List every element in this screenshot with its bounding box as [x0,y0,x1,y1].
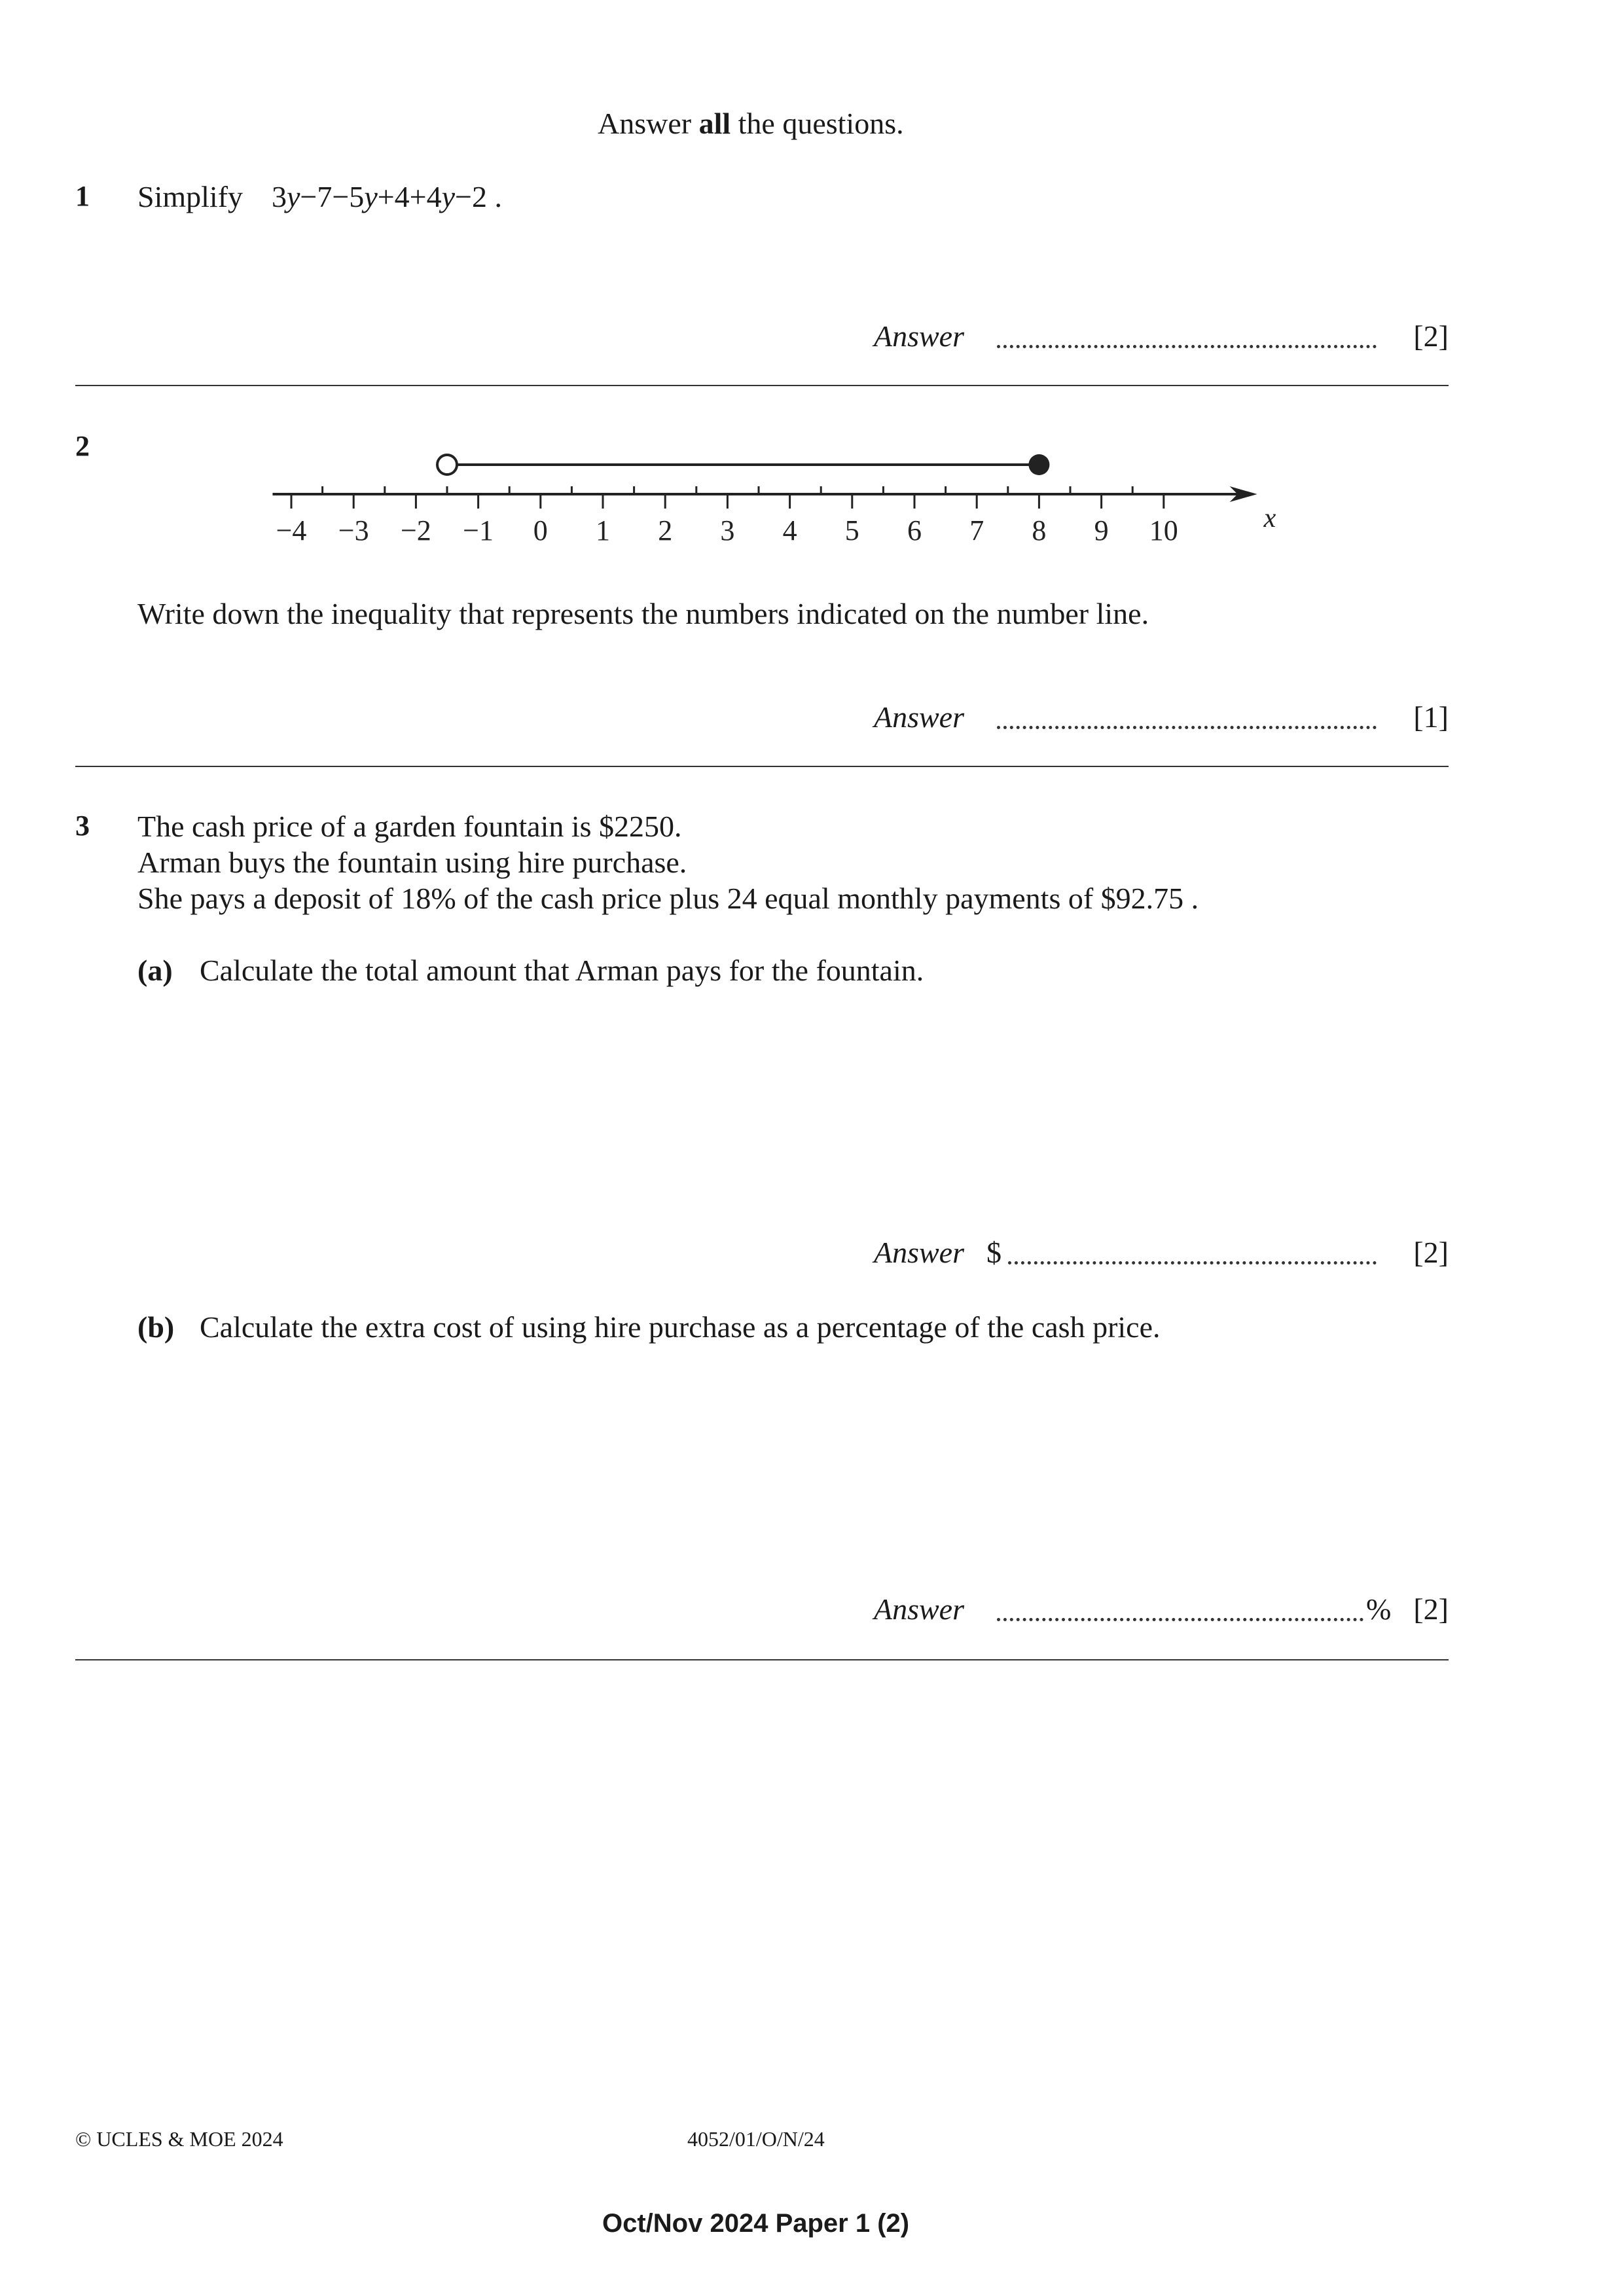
expression-term: −2 . [455,180,502,213]
footer-paper-code: 4052/01/O/N/24 [687,2127,825,2151]
answer-label: Answer [874,319,964,353]
tick-label: 1 [596,514,610,547]
question-2-prompt: Write down the inequality that represents the numbers indicated on the number line. [137,597,1149,630]
tick-label: 4 [782,514,797,547]
marks: [2] [1413,1236,1449,1269]
divider [75,1659,1449,1660]
tick-label: 8 [1032,514,1047,547]
variable-y: y [441,180,456,213]
answer-dots[interactable] [997,726,1377,729]
question-2-number: 2 [75,430,90,462]
question-1-answer-line[interactable] [874,321,1449,357]
percent-suffix: % [1366,1592,1392,1626]
axis-label-x: x [1263,503,1276,533]
divider [75,766,1449,767]
tick-label: −3 [338,514,369,547]
question-3a-answer-line[interactable] [874,1237,1449,1274]
question-1-number: 1 [75,180,90,212]
question-1-expression [272,182,502,212]
question-2-answer-line[interactable] [874,702,1449,738]
closed-circle-endpoint [1028,454,1049,475]
tick-label: 7 [969,514,984,547]
tick-label: 0 [533,514,548,547]
tick-label: 2 [658,514,673,547]
part-a-text: Calculate the total amount that Arman pays for the fountain. [200,954,924,987]
expression-term: −7−5 [300,180,365,213]
tick-label: 6 [907,514,922,547]
marks: [2] [1413,1592,1449,1626]
footer-copyright: © UCLES & MOE 2024 [75,2127,283,2151]
number-line [249,442,1296,573]
part-b-label: (b) [137,1310,175,1344]
open-circle-endpoint [437,455,457,475]
tick-label: 3 [720,514,735,547]
question-3-line-2: Arman buys the fountain using hire purchase. [137,846,687,879]
answer-label: Answer [874,700,964,734]
tick-label: −4 [276,514,307,547]
dollar-prefix: $ [986,1236,1001,1269]
expression-term: +4+4 [377,180,442,213]
tick-label: −1 [463,514,494,547]
variable-y: y [287,180,300,213]
marks: [1] [1413,700,1449,734]
answer-label: Answer [874,1236,964,1269]
instruction [598,109,904,139]
instruction-bold: all [698,107,731,140]
answer-dots[interactable] [997,345,1377,348]
footer-session: Oct/Nov 2024 Paper 1 (2) [602,2209,910,2238]
marks: [2] [1413,319,1449,353]
part-b-text: Calculate the extra cost of using hire purchase as a percentage of the cash price. [200,1310,1161,1344]
instruction-pre: Answer [598,107,699,140]
tick-label: 5 [844,514,859,547]
divider [75,385,1449,386]
question-3-line-3: She pays a deposit of 18% of the cash price plus 24 equal monthly payments of $92.75 . [137,882,1199,915]
tick-label: −2 [400,514,431,547]
instruction-post: the questions. [731,107,904,140]
question-3-number: 3 [75,810,90,842]
tick-label: 9 [1094,514,1109,547]
variable-y: y [364,180,378,213]
answer-label: Answer [874,1592,964,1626]
answer-dots[interactable] [997,1618,1363,1621]
tick-label: 10 [1149,514,1178,547]
question-1-prompt: Simplify [137,180,244,213]
expression-term: 3 [272,180,287,213]
question-3-line-1: The cash price of a garden fountain is $2250. [137,810,682,843]
question-3b-answer-line[interactable] [874,1594,1449,1630]
answer-dots[interactable] [1008,1261,1377,1265]
part-a-label: (a) [137,954,173,987]
